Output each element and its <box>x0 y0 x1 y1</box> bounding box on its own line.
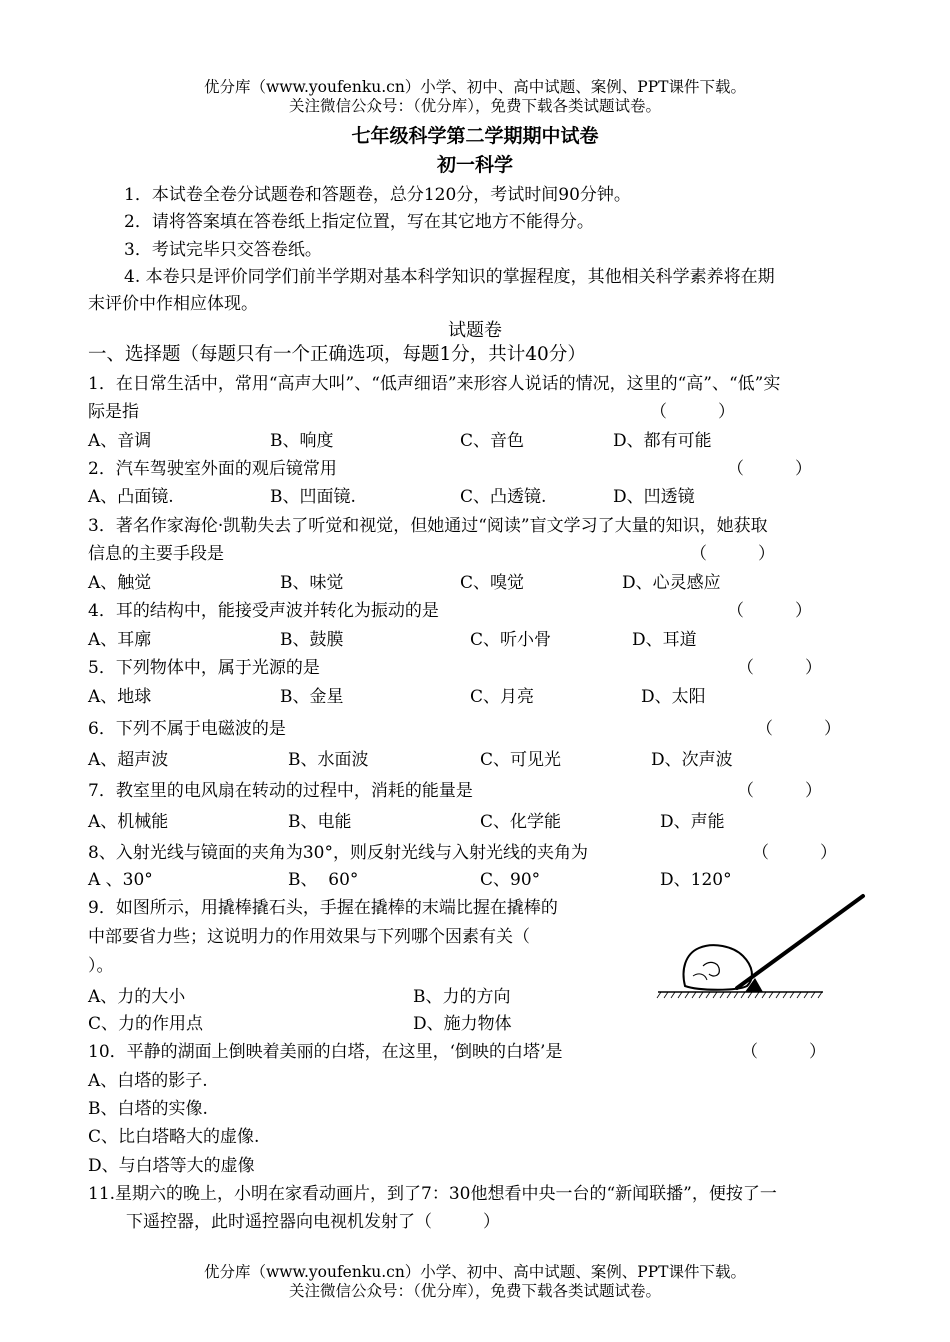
q4-answer-blank: （ ） <box>727 601 812 621</box>
q5-option-b: B、金星 <box>280 687 344 707</box>
q3-option-b: B、味觉 <box>280 573 344 593</box>
q7-answer-blank: （ ） <box>737 781 822 801</box>
q8-option-d: D、120° <box>660 870 732 890</box>
instruction-4-cont: 末评价中作相应体现。 <box>88 294 258 314</box>
q9-option-d: D、施力物体 <box>413 1014 512 1034</box>
instruction-2: 2．请将答案填在答卷纸上指定位置，写在其它地方不能得分。 <box>124 212 594 232</box>
q6-option-b: B、水面波 <box>288 750 369 770</box>
q8-option-c: C、90° <box>480 870 541 890</box>
q1-answer-blank: （ ） <box>650 402 735 422</box>
instruction-3: 3．考试完毕只交答卷纸。 <box>124 240 322 260</box>
q2-option-b: B、凹面镜. <box>270 487 356 507</box>
q4-option-c: C、听小骨 <box>470 630 552 650</box>
q9-text-end: ）。 <box>88 956 114 976</box>
q8-answer-blank: （ ） <box>752 843 837 863</box>
footer-line-2: 关注微信公众号：（优分库），免费下载各类试题试卷。 <box>288 1282 661 1300</box>
q1-text: 1．在日常生活中，常用“高声大叫”、“低声细语”来形容人说话的情况，这里的“高”、“低”实 <box>88 374 781 394</box>
q2-text: 2．汽车驾驶室外面的观后镜常用 <box>88 459 337 479</box>
q1-text-cont: 际是指 <box>88 402 139 422</box>
q4-option-a: A、耳廓 <box>88 630 152 650</box>
q1-option-b: B、响度 <box>270 431 334 451</box>
q9-option-b: B、力的方向 <box>413 987 511 1007</box>
q2-answer-blank: （ ） <box>727 459 812 479</box>
q8-option-b: B、 60° <box>288 870 359 890</box>
q6-option-c: C、可见光 <box>480 750 562 770</box>
q11-text: 11.星期六的晚上，小明在家看动画片，到了7：30他想看中央一台的“新闻联播”，便按了一 <box>88 1184 777 1204</box>
lever-rock-figure <box>655 890 870 1005</box>
section-label: 试题卷 <box>448 320 502 341</box>
q7-option-d: D、声能 <box>660 812 725 832</box>
instruction-4: 4. 本卷只是评价同学们前半学期对基本科学知识的掌握程度，其他相关科学素养将在期 <box>124 267 775 287</box>
q3-option-c: C、嗅觉 <box>460 573 525 593</box>
q2-option-a: A、凸面镜. <box>88 487 174 507</box>
q5-text: 5．下列物体中，属于光源的是 <box>88 658 320 678</box>
q1-option-d: D、都有可能 <box>613 431 712 451</box>
q10-option-c: C、比白塔略大的虚像. <box>88 1127 260 1147</box>
q5-option-c: C、月亮 <box>470 687 535 707</box>
q6-text: 6．下列不属于电磁波的是 <box>88 719 286 739</box>
q2-option-d: D、凹透镜 <box>613 487 695 507</box>
q6-option-d: D、次声波 <box>651 750 733 770</box>
q1-option-a: A、音调 <box>88 431 152 451</box>
q9-text: 9．如图所示，用撬棒撬石头，手握在撬棒的末端比握在撬棒的 <box>88 898 558 918</box>
q2-option-c: C、凸透镜. <box>460 487 547 507</box>
footer-line-1: 优分库（www.youfenku.cn）小学、初中、高中试题、案例、PPT课件下载。 <box>203 1263 747 1281</box>
q4-option-b: B、鼓膜 <box>280 630 344 650</box>
q3-option-d: D、心灵感应 <box>622 573 721 593</box>
q5-answer-blank: （ ） <box>737 658 822 678</box>
q8-option-a: A 、30° <box>88 870 153 890</box>
q10-text: 10．平静的湖面上倒映着美丽的白塔，在这里，‘倒映的白塔’是 <box>88 1042 563 1062</box>
q8-text: 8、入射光线与镜面的夹角为30°，则反射光线与入射光线的夹角为 <box>88 843 588 863</box>
q3-text-cont: 信息的主要手段是 <box>88 544 224 564</box>
q10-option-b: B、白塔的实像. <box>88 1099 208 1119</box>
q7-text: 7．教室里的电风扇在转动的过程中，消耗的能量是 <box>88 781 473 801</box>
lever-bar <box>737 896 863 988</box>
q9-text-cont: 中部要省力些；这说明力的作用效果与下列哪个因素有关（ <box>88 927 530 947</box>
q5-option-a: A、地球 <box>88 687 152 707</box>
instruction-1: 1．本试卷全卷分试题卷和答题卷，总分120分，考试时间90分钟。 <box>124 185 631 205</box>
q10-option-a: A、白塔的影子. <box>88 1071 208 1091</box>
q7-option-a: A、机械能 <box>88 812 169 832</box>
header-line-2: 关注微信公众号：（优分库），免费下载各类试题试卷。 <box>288 97 661 115</box>
q11-text-cont: 下遥控器，此时遥控器向电视机发射了（ ） <box>126 1212 500 1232</box>
q3-text: 3．著名作家海伦·凯勒失去了听觉和视觉，但她通过“阅读”盲文学习了大量的知识，她获取 <box>88 516 768 536</box>
q7-option-c: C、化学能 <box>480 812 562 832</box>
q6-answer-blank: （ ） <box>756 719 841 739</box>
q10-answer-blank: （ ） <box>741 1042 826 1062</box>
q3-option-a: A、触觉 <box>88 573 152 593</box>
q9-option-c: C、力的作用点 <box>88 1014 204 1034</box>
q1-option-c: C、音色 <box>460 431 525 451</box>
q3-answer-blank: （ ） <box>690 544 775 564</box>
q7-option-b: B、电能 <box>288 812 352 832</box>
q6-option-a: A、超声波 <box>88 750 169 770</box>
exam-subtitle: 初一科学 <box>436 154 513 176</box>
section-title: 一、选择题（每题只有一个正确选项，每题1分，共计40分） <box>88 344 586 365</box>
q10-option-d: D、与白塔等大的虚像 <box>88 1156 255 1176</box>
exam-title: 七年级科学第二学期期中试卷 <box>351 125 599 147</box>
q9-option-a: A、力的大小 <box>88 987 186 1007</box>
q4-option-d: D、耳道 <box>632 630 697 650</box>
q4-text: 4．耳的结构中，能接受声波并转化为振动的是 <box>88 601 439 621</box>
q5-option-d: D、太阳 <box>641 687 706 707</box>
header-line-1: 优分库（www.youfenku.cn）小学、初中、高中试题、案例、PPT课件下载。 <box>203 78 747 96</box>
